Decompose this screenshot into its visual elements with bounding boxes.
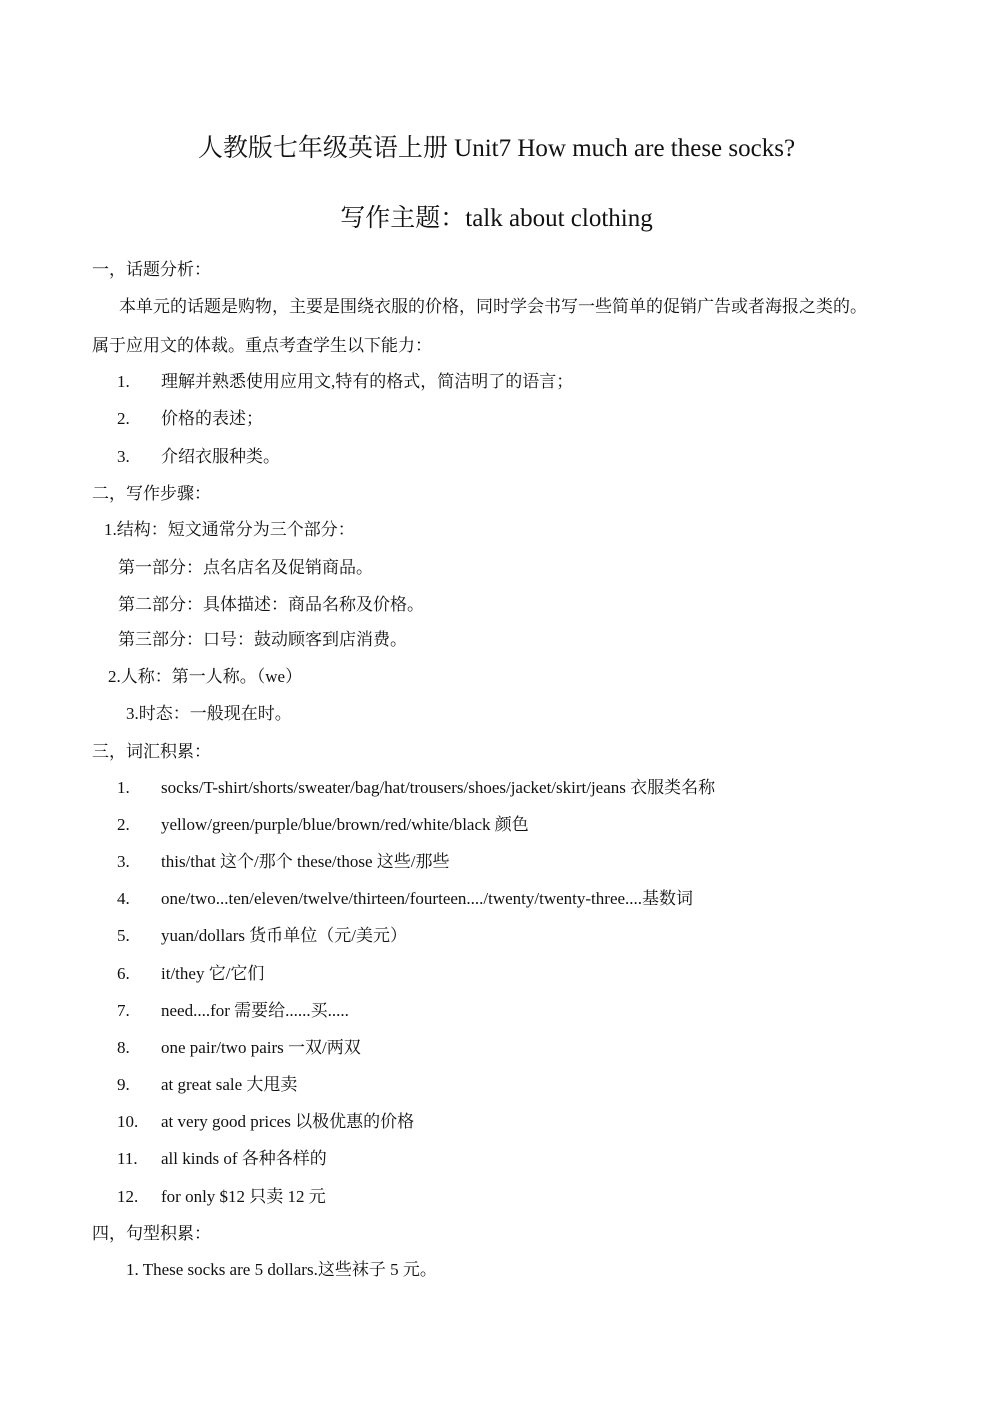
topic-item-number: 3. <box>117 447 130 466</box>
vocab-item-text: one/two...ten/eleven/twelve/thirteen/fourteen..../twenty/twenty-three....基数词 <box>161 889 694 908</box>
vocab-item-text: for only $12 只卖 12 元 <box>161 1187 326 1206</box>
vocab-item-text: yellow/green/purple/blue/brown/red/white/black 颜色 <box>161 815 529 834</box>
sentence-item: 1. These socks are 5 dollars.这些袜子 5 元。 <box>126 1260 437 1279</box>
topic-paragraph-line1: 本单元的话题是购物，主要是围绕衣服的价格，同时学会书写一些简单的促销广告或者海报之类的。 <box>119 297 867 316</box>
vocab-item-number: 11. <box>117 1149 138 1168</box>
topic-item-text: 理解并熟悉使用应用文,特有的格式，简洁明了的语言； <box>161 372 574 391</box>
vocab-item-text: it/they 它/它们 <box>161 964 265 983</box>
topic-item-text: 价格的表述； <box>161 409 263 428</box>
vocab-item-number: 9. <box>117 1075 130 1094</box>
vocab-item-number: 1. <box>117 778 130 797</box>
steps-structure: 1.结构：短文通常分为三个部分： <box>104 520 355 539</box>
topic-item-number: 1. <box>117 372 130 391</box>
vocab-item-number: 2. <box>117 815 130 834</box>
section-heading-vocab: 三，词汇积累： <box>92 742 211 761</box>
steps-tense: 3.时态：一般现在时。 <box>126 704 292 723</box>
steps-part2: 第二部分：具体描述：商品名称及价格。 <box>118 595 424 614</box>
vocab-item-text: all kinds of 各种各样的 <box>161 1149 327 1168</box>
vocab-item-number: 7. <box>117 1001 130 1020</box>
topic-paragraph-line2: 属于应用文的体裁。重点考查学生以下能力： <box>92 336 432 355</box>
vocab-item-number: 12. <box>117 1187 139 1206</box>
vocab-item-number: 3. <box>117 852 130 871</box>
topic-item-number: 2. <box>117 409 130 428</box>
vocab-item-text: at great sale 大甩卖 <box>161 1075 298 1094</box>
vocab-item-number: 4. <box>117 889 130 908</box>
vocab-item-text: yuan/dollars 货币单位（元/美元） <box>161 926 408 945</box>
document-subtitle: 写作主题：talk about clothing <box>340 205 653 232</box>
vocab-item-number: 6. <box>117 964 130 983</box>
vocab-item-text: this/that 这个/那个 these/those 这些/那些 <box>161 852 450 871</box>
steps-part3: 第三部分：口号：鼓动顾客到店消费。 <box>118 630 407 649</box>
vocab-item-number: 10. <box>117 1112 139 1131</box>
steps-person: 2.人称：第一人称。（we） <box>108 667 303 686</box>
vocab-item-text: socks/T-shirt/shorts/sweater/bag/hat/trousers/shoes/jacket/skirt/jeans 衣服类名称 <box>161 778 716 797</box>
topic-item-text: 介绍衣服种类。 <box>161 447 280 466</box>
steps-part1: 第一部分：点名店名及促销商品。 <box>118 558 373 577</box>
vocab-item-text: at very good prices 以极优惠的价格 <box>161 1112 415 1131</box>
vocab-item-number: 8. <box>117 1038 130 1057</box>
section-heading-sentences: 四，句型积累： <box>92 1224 211 1243</box>
vocab-item-number: 5. <box>117 926 130 945</box>
section-heading-topic: 一，话题分析： <box>92 260 211 279</box>
vocab-item-text: need....for 需要给......买..... <box>161 1001 349 1020</box>
section-heading-steps: 二，写作步骤： <box>92 484 211 503</box>
document-title: 人教版七年级英语上册 Unit7 How much are these socks? <box>197 135 796 162</box>
vocab-item-text: one pair/two pairs 一双/两双 <box>161 1038 361 1057</box>
